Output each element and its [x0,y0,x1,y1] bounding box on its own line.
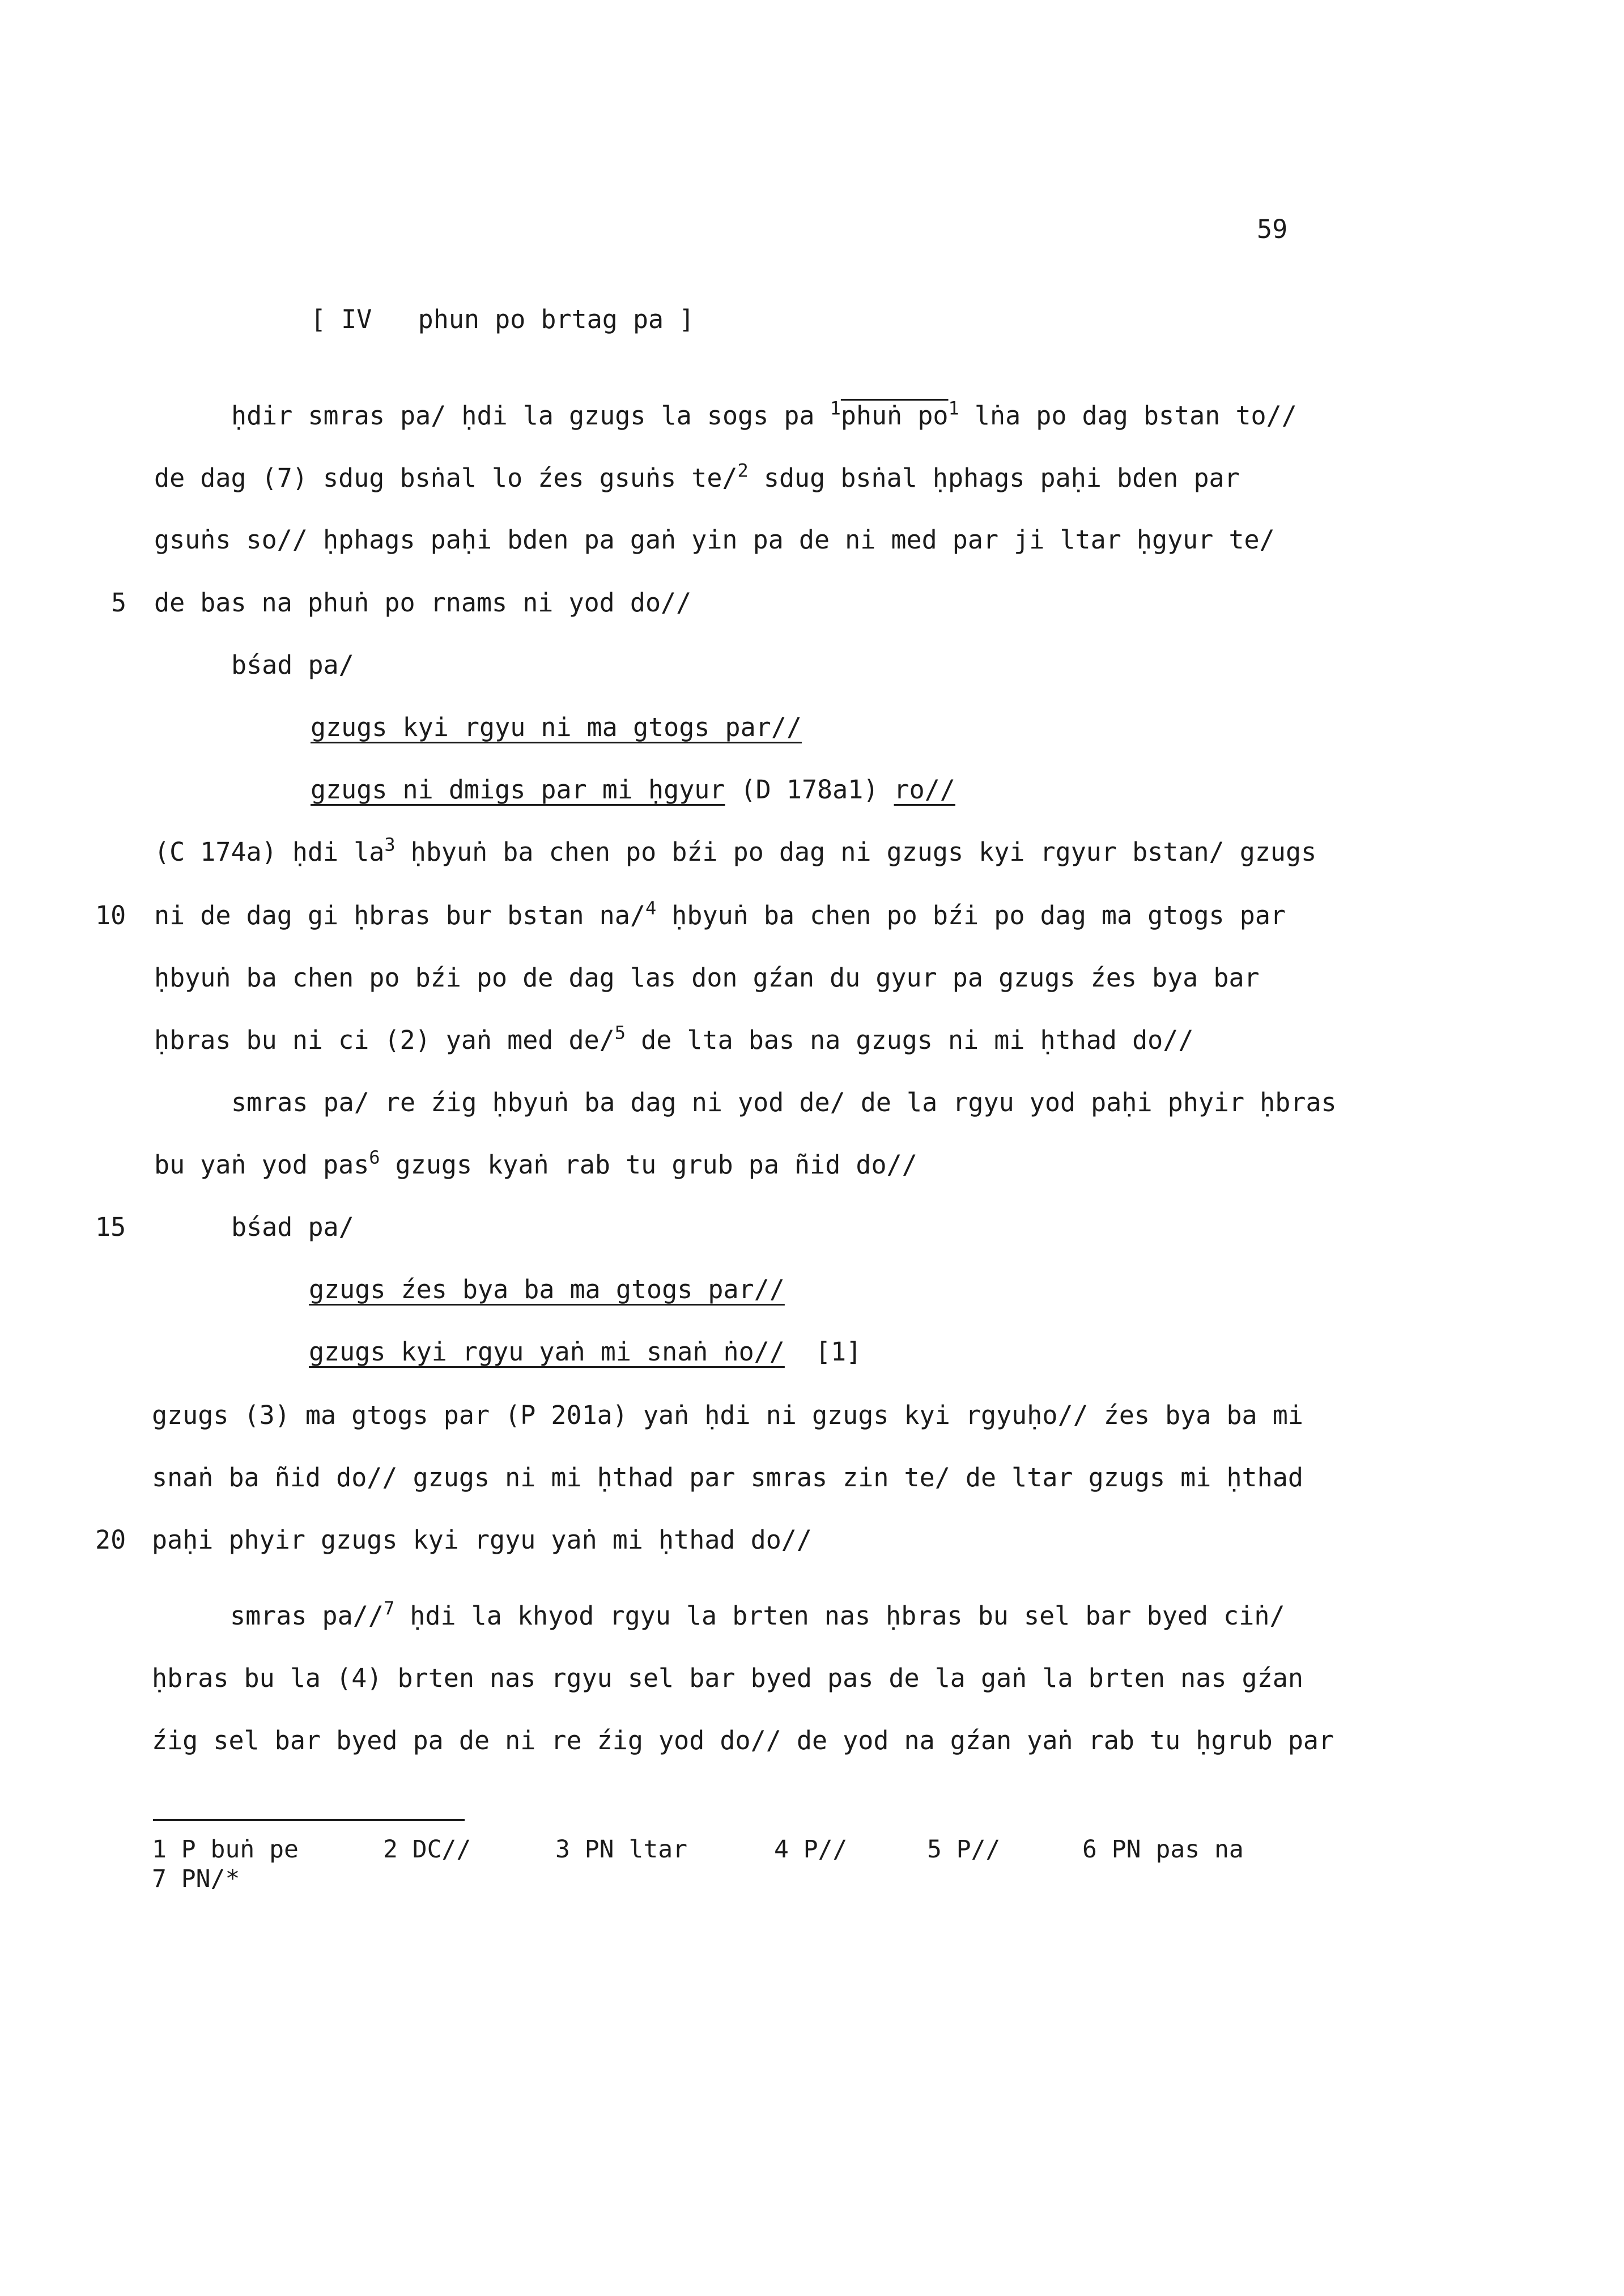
text-segment: ḥbyuṅ ba chen po bźi po dag ni gzugs kyi rgyur bstan/ gzugs [395,837,1317,867]
text-line-12 [231,1087,1337,1119]
text-line-22 [152,1725,1334,1757]
footnote-ref: 7 [383,1597,395,1619]
text-segment: ḥdi la khyod rgyu la brten nas ḥbras bu sel bar byed ciṅ/ [394,1601,1285,1631]
text-segment: ḥdir smras pa/ ḥdi la gzugs la sogs pa [231,401,830,431]
line-number: 10 [95,900,126,930]
text-line-1 [231,397,1297,432]
text-line-14 [231,1211,354,1243]
footnote-ref: 6 [369,1146,380,1168]
text-segment: gzugs (3) ma gtogs par (P 201a) yaṅ ḥdi ni gzugs kyi rgyuḥo// źes bya ba mi [152,1400,1303,1430]
text-line-9 [154,897,1286,932]
text-segment: ḥbyuṅ ba chen po bźi po dag ma gtogs par [656,900,1286,930]
text-segment: lṅa po dag bstan to// [959,401,1297,431]
text-segment: paḥi phyir gzugs kyi rgyu yaṅ mi ḥthad do// [152,1525,812,1555]
text-segment: źig sel bar byed pa de ni re źig yod do// de yod na gźan yaṅ rab tu ḥgrub par [152,1725,1334,1755]
text-segment: sdug bsṅal ḥphags paḥi bden par [748,463,1240,493]
verse-line-3 [309,1274,785,1306]
footnote-3: 3 PN ltar [555,1835,687,1864]
footnote-ref: 2 [737,460,749,482]
text-line-10 [154,962,1260,994]
verse-text: gzugs kyi rgyu yaṅ mi snaṅ ṅo// [309,1337,785,1367]
footnote-4: 4 P// [774,1835,848,1864]
text-line-5 [231,649,354,681]
text-line-19 [152,1524,812,1556]
text-segment: gzugs kyaṅ rab tu grub pa ñid do// [380,1150,917,1180]
text-segment: snaṅ ba ñid do// gzugs ni mi ḥthad par smras zin te/ de ltar gzugs mi ḥthad [152,1462,1303,1493]
text-segment: bśad pa/ [231,1212,354,1242]
footnote-6: 6 PN pas na [1082,1835,1244,1864]
text-segment: bu yaṅ yod pas [154,1150,369,1180]
text-segment: smras pa/ re źig ḥbyuṅ ba dag ni yod de/ de la rgyu yod paḥi phyir ḥbras [231,1087,1337,1117]
footnote-ref: 1 [948,397,959,419]
verse-text: gzugs źes bya ba ma gtogs par// [309,1274,785,1304]
text-segment: ḥbyuṅ ba chen po bźi po de dag las don gźan du gyur pa gzugs źes bya bar [154,963,1260,993]
text-segment: ni de dag gi ḥbras bur bstan na/ [154,900,645,930]
footnote-1: 1 P buṅ pe [152,1835,299,1864]
text-segment: (D 178a1) [725,775,894,805]
text-line-17 [152,1400,1303,1431]
verse-text: gzugs ni dmigs par mi ḥgyur [311,775,725,805]
verse-text: ro// [894,775,955,805]
page-number: 59 [1257,214,1288,244]
verse-line-2 [311,774,955,806]
section-heading: [ IV phun po brtag pa ] [311,304,695,334]
text-segment: de lta bas na gzugs ni mi ḥthad do// [626,1025,1194,1055]
text-line-18 [152,1462,1303,1494]
text-line-2 [154,462,1240,494]
verse-line-4 [309,1336,861,1368]
text-segment: ḥbras bu ni ci (2) yaṅ med de/ [154,1025,615,1055]
text-segment: phuṅ po [840,401,949,431]
text-segment: bśad pa/ [231,650,354,680]
line-number: 20 [95,1525,126,1555]
text-segment: gsuṅs so// ḥphags paḥi bden pa gaṅ yin pa de ni med par ji ltar ḥgyur te/ [154,525,1275,555]
line-number: 15 [95,1212,126,1242]
footnote-2: 2 DC// [383,1835,471,1864]
text-line-4 [154,587,691,619]
text-line-11 [154,1024,1193,1056]
footnote-divider [153,1819,465,1821]
text-segment: ḥbras bu la (4) brten nas rgyu sel bar byed pas de la gaṅ la brten nas gźan [152,1663,1303,1693]
text-segment: de bas na phuṅ po rnams ni yod do// [154,588,692,618]
text-segment: (C 174a) ḥdi la [154,837,385,867]
text-segment: smras pa// [230,1601,384,1631]
text-line-20 [230,1597,1285,1632]
footnote-ref: 4 [645,897,657,919]
text-segment: de dag (7) sdug bsṅal lo źes gsuṅs te/ [154,463,738,493]
verse-number: [1] [784,1337,862,1367]
footnote-ref: 3 [384,834,396,856]
footnote-5: 5 P// [927,1835,1001,1864]
verse-text: gzugs kyi rgyu ni ma gtogs par// [311,712,802,742]
footnote-7: 7 PN/* [152,1865,240,1893]
line-number: 5 [111,588,127,618]
footnote-ref: 5 [614,1022,626,1044]
text-line-13 [154,1146,917,1181]
footnote-ref: 1 [830,397,841,419]
text-line-21 [152,1663,1303,1694]
text-line-3 [154,524,1275,556]
verse-line-1 [311,712,802,743]
text-line-8 [154,836,1316,868]
